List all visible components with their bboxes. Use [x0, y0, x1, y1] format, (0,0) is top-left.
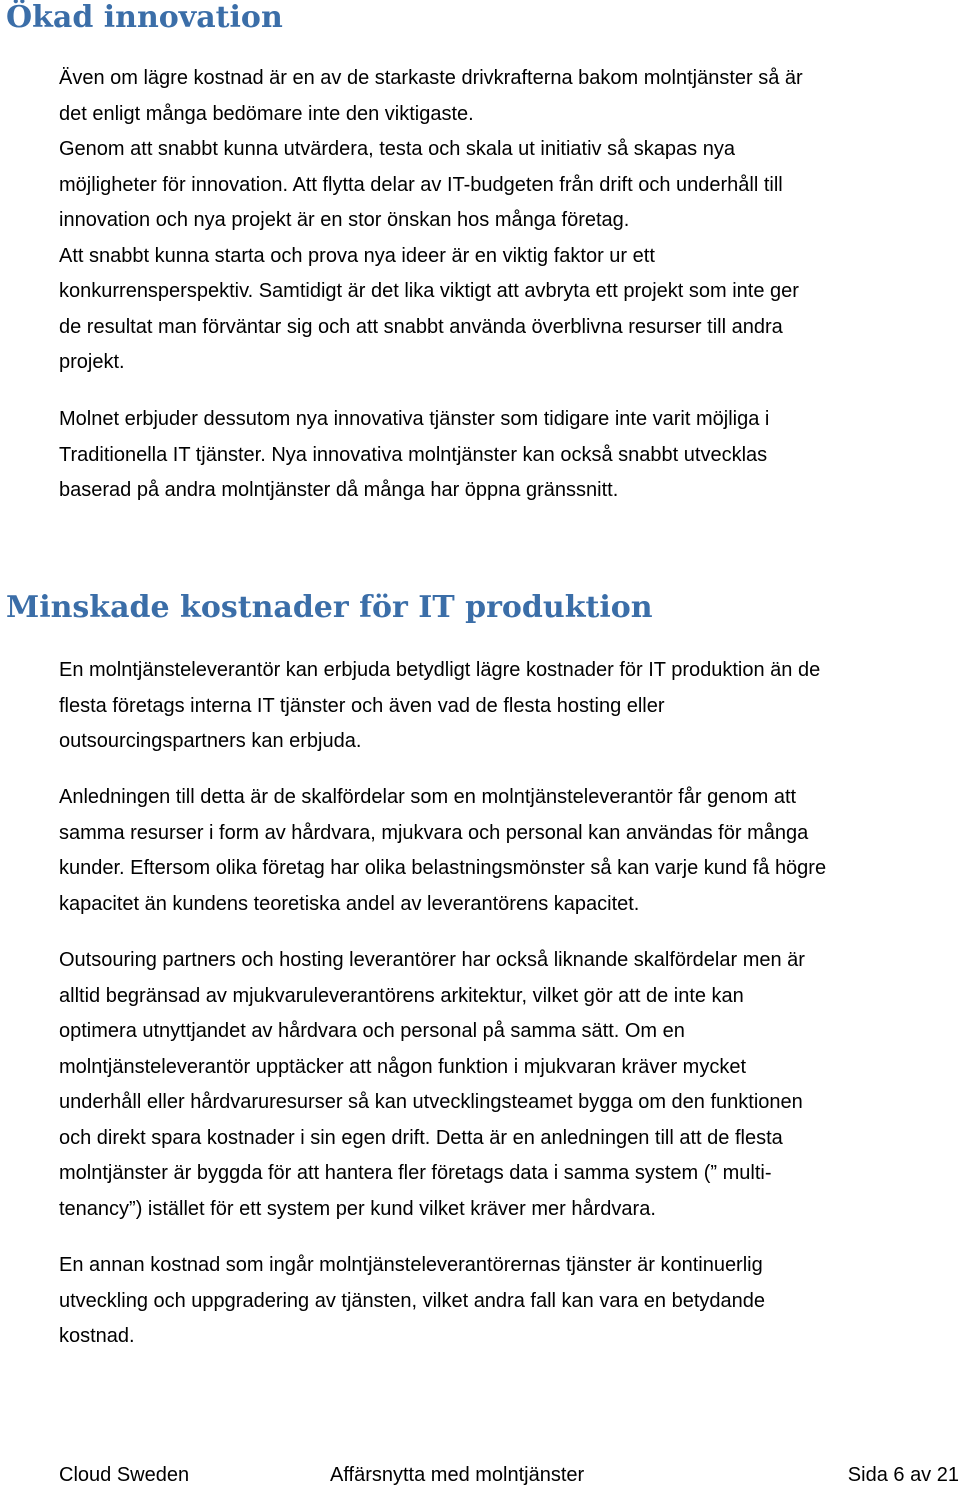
text-line: det enligt många bedömare inte den viktigaste.: [59, 102, 474, 125]
text-line: underhåll eller hårdvaruresurser så kan utvecklingsteamet bygga om den funktionen: [59, 1091, 803, 1113]
text-line: utveckling och uppgradering av tjänsten, vilket andra fall kan vara en betydande: [59, 1289, 766, 1312]
section-heading-minskade-kostnader: Minskade kostnader för IT produktion: [6, 590, 653, 625]
text-line: flesta företags interna IT tjänster och även vad de flesta hosting eller: [59, 694, 665, 717]
text-line: innovation och nya projekt är en stor önskan hos många företag.: [59, 209, 630, 231]
text-line: molntjänsteleverantör upptäcker att någon funktion i mjukvaran kräver mycket: [59, 1055, 747, 1078]
text-line: kapacitet än kundens teoretiska andel av leverantörens kapacitet.: [59, 892, 640, 915]
text-line: kostnad.: [59, 1325, 135, 1347]
text-line: Genom att snabbt kunna utvärdera, testa och skala ut initiativ så skapas nya: [59, 138, 735, 160]
text-line: molntjänster är byggda för att hantera fler företags data i samma system (” multi-: [59, 1162, 772, 1184]
paragraph: [59, 61, 959, 381]
text-line: outsourcingspartners kan erbjuda.: [59, 730, 362, 752]
text-line: Även om lägre kostnad är en av de starkaste drivkrafterna bakom molntjänster så är: [59, 67, 803, 89]
paragraph: [59, 653, 959, 760]
text-line: Outsouring partners och hosting leverantörer har också liknande skalfördelar men är: [59, 949, 805, 971]
paragraph: [59, 1248, 959, 1355]
text-line: kunder. Eftersom olika företag har olika belastningsmönster så kan varje kund få högre: [59, 857, 827, 879]
text-line: En molntjänsteleverantör kan erbjuda betydligt lägre kostnader för IT produktion än de: [59, 659, 821, 681]
page-footer: [59, 1461, 959, 1489]
text-line: tenancy”) istället för ett system per kund vilket kräver mer hårdvara.: [59, 1197, 656, 1220]
text-line: möjligheter för innovation. Att flytta delar av IT-budgeten från drift och underhåll till: [59, 173, 783, 196]
paragraph: [59, 402, 959, 509]
text-line: samma resurser i form av hårdvara, mjukvara och personal kan användas för många: [59, 821, 809, 844]
text-line: Traditionella IT tjänster. Nya innovativa molntjänster kan också snabbt utvecklas: [59, 443, 768, 466]
paragraph: [59, 780, 959, 922]
text-line: baserad på andra molntjänster då många har öppna gränssnitt.: [59, 479, 619, 501]
text-line: Anledningen till detta är de skalfördelar som en molntjänsteleverantör får genom att: [59, 786, 797, 808]
text-line: och direkt spara kostnader i sin egen drift. Detta är en anledningen till att de flesta: [59, 1126, 783, 1149]
text-line: En annan kostnad som ingår molntjänsteleverantörernas tjänster är kontinuerlig: [59, 1254, 763, 1276]
text-line: Att snabbt kunna starta och prova nya ideer är en viktig faktor ur ett: [59, 244, 655, 267]
footer-page-number: Sida 6 av 21: [847, 1464, 959, 1486]
text-line: projekt.: [59, 351, 125, 373]
paragraph: [59, 943, 959, 1227]
text-line: Molnet erbjuder dessutom nya innovativa tjänster som tidigare inte varit möjliga i: [59, 408, 770, 430]
text-line: optimera utnyttjandet av hårdvara och personal på samma sätt. Om en: [59, 1020, 685, 1042]
text-line: alltid begränsad av mjukvaruleverantörens arkitektur, vilket gör att de inte kan: [59, 984, 744, 1007]
footer-document-title: Affärsnytta med molntjänster: [330, 1464, 585, 1486]
text-line: konkurrensperspektiv. Samtidigt är det lika viktigt att avbryta ett projekt som inte ger: [59, 280, 799, 302]
text-line: de resultat man förväntar sig och att snabbt använda överblivna resurser till andra: [59, 315, 783, 338]
section-heading-okad-innovation: Ökad innovation: [6, 0, 283, 35]
footer-company: Cloud Sweden: [59, 1464, 190, 1486]
